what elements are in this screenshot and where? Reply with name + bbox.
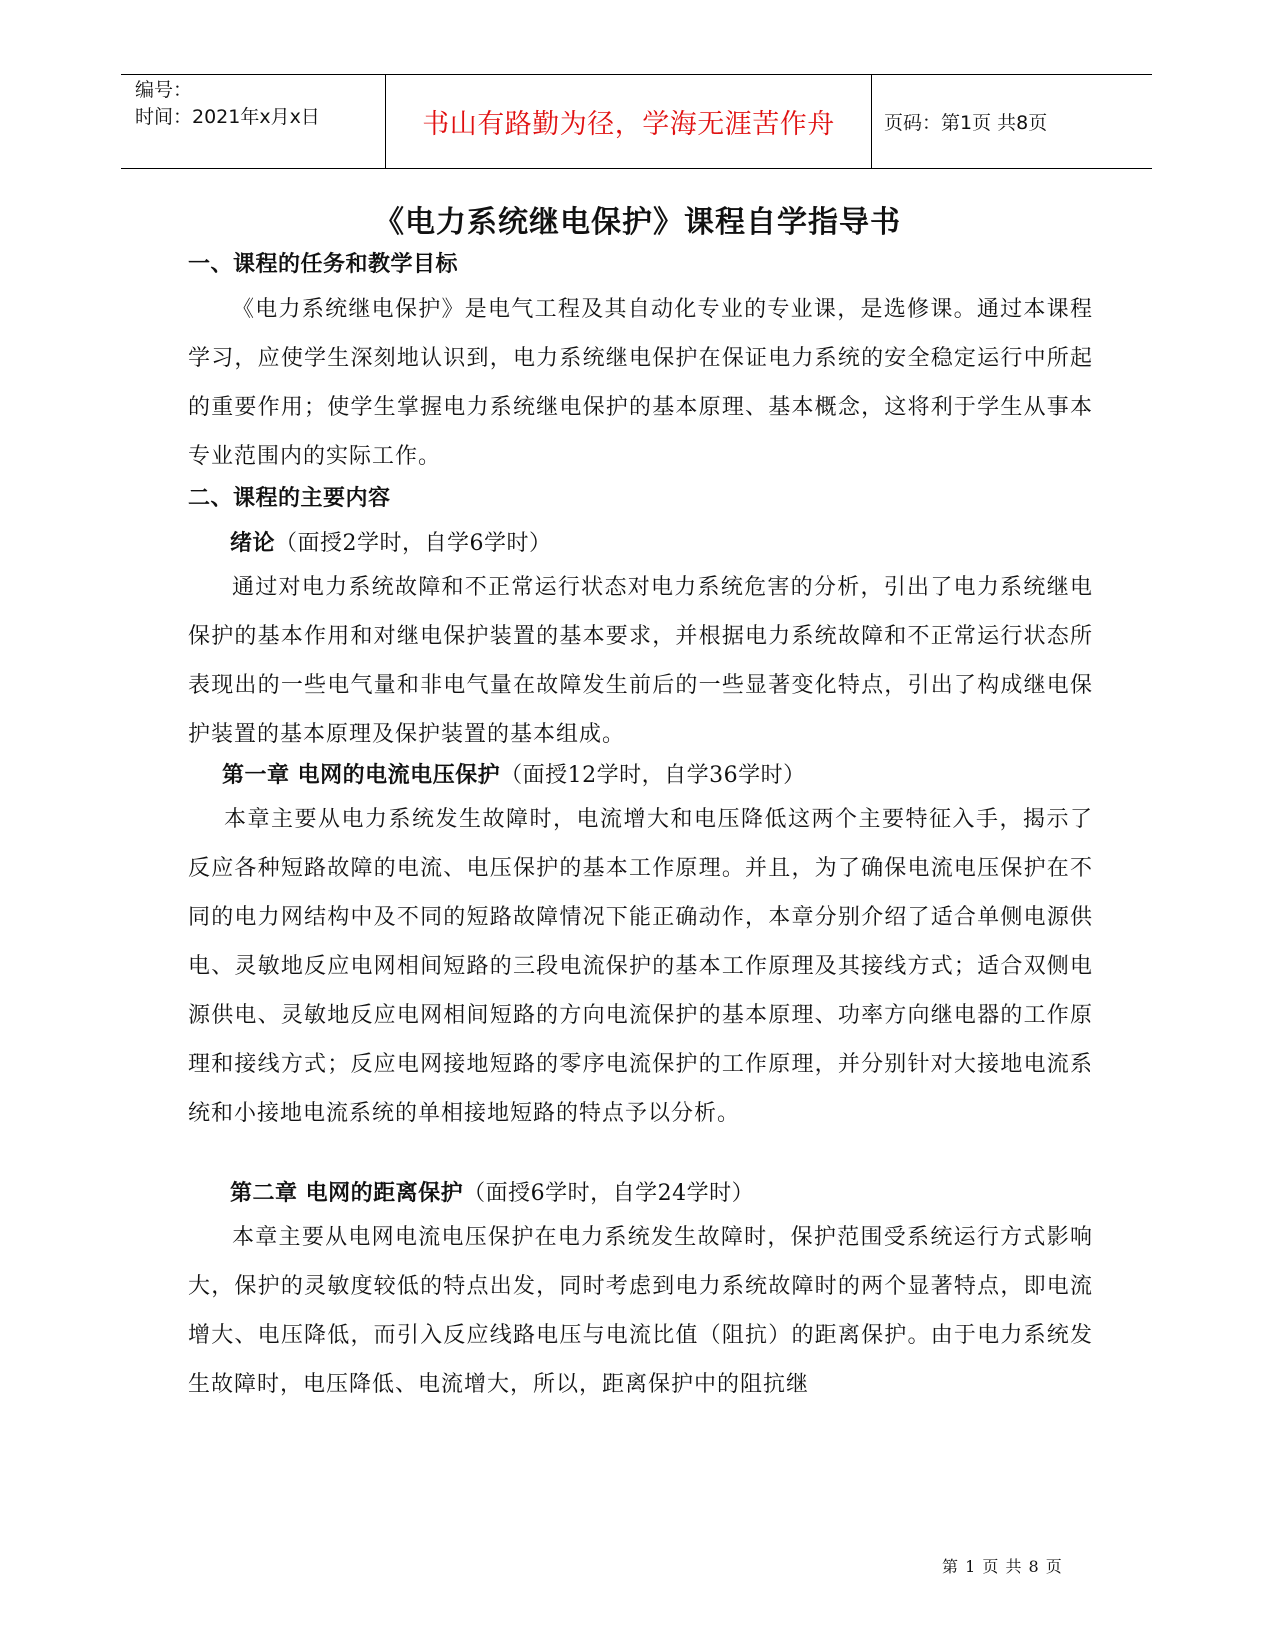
header-page-cell (872, 75, 1152, 168)
chapter2-hours: （面授6学时，自学24学时） (463, 1181, 755, 1206)
intro-title: 绪论 (230, 530, 276, 556)
intro-paragraph: 通过对电力系统故障和不正常运行状态对电力系统危害的分析，引出了电力系统继电保护的基本作用和对继电保护装置的基本要求，并根据电力系统故障和不正常运行状态所表现出的一些电气量和非电气量在故障发生前后的一些显著变化特点，引出了构成继电保护装置的基本原理及保护装置的基本组成。 (188, 575, 1093, 747)
header-meta-cell (121, 75, 386, 168)
chapter2-paragraph: 本章主要从电网电流电压保护在电力系统发生故障时，保护范围受系统运行方式影响大，保护的灵敏度较低的特点出发，同时考虑到电力系统故障时的两个显著特点，即电流增大、电压降低，而引入反应线路电压与电流比值（阻抗）的距离保护。由于电力系统发生故障时，电压降低、电流增大，所以，距离保护中的阻抗继 (188, 1225, 1093, 1397)
chapter1-title: 第一章 电网的电流电压保护 (222, 762, 501, 788)
chapter2-heading (230, 1176, 754, 1207)
header-motto: 书山有路勤为径，学海无涯苦作舟 (422, 109, 835, 140)
intro-hours: （面授2学时，自学6学时） (275, 531, 552, 556)
document-title: 《电力系统继电保护》课程自学指导书 (374, 205, 901, 240)
section1-paragraph: 《电力系统继电保护》是电气工程及其自动化专业的专业课，是选修课。通过本课程学习，应使学生深刻地认识到，电力系统继电保护在保证电力系统的安全稳定运行中所起的重要作用；使学生掌握电力系统继电保护的基本原理、基本概念，这将利于学生从事本专业范围内的实际工作。 (188, 297, 1093, 469)
chapter1-paragraph: 本章主要从电力系统发生故障时，电流增大和电压降低这两个主要特征入手，揭示了反应各种短路故障的电流、电压保护的基本工作原理。并且，为了确保电流电压保护在不同的电力网结构中及不同的短路故障情况下能正确动作，本章分别介绍了适合单侧电源供电、灵敏地反应电网相间短路的三段电流保护的基本工作原理及其接线方式；适合双侧电源供电、灵敏地反应电网相间短路的方向电流保护的基本原理、功率方向继电器的工作原理和接线方式；反应电网接地短路的零序电流保护的工作原理，并分别针对大接地电流系统和小接地电流系统的单相接地短路的特点予以分析。 (188, 807, 1093, 1126)
document-number-label: 编号： (135, 79, 193, 101)
document-header-table (121, 74, 1152, 169)
chapter1-hours: （面授12学时，自学36学时） (500, 763, 806, 788)
page-footer: 第 1 页 共 8 页 (942, 1557, 1063, 1576)
header-page-info: 页码：第1页 共8页 (884, 112, 1048, 134)
header-motto-cell (386, 75, 872, 168)
chapter2-title: 第二章 电网的距离保护 (230, 1180, 464, 1206)
section1-heading: 一、课程的任务和教学目标 (188, 251, 459, 277)
document-time-label: 时间：2021年x月x日 (135, 106, 320, 128)
chapter1-heading (222, 758, 806, 789)
intro-heading (230, 526, 552, 557)
section2-heading: 二、课程的主要内容 (188, 485, 391, 511)
